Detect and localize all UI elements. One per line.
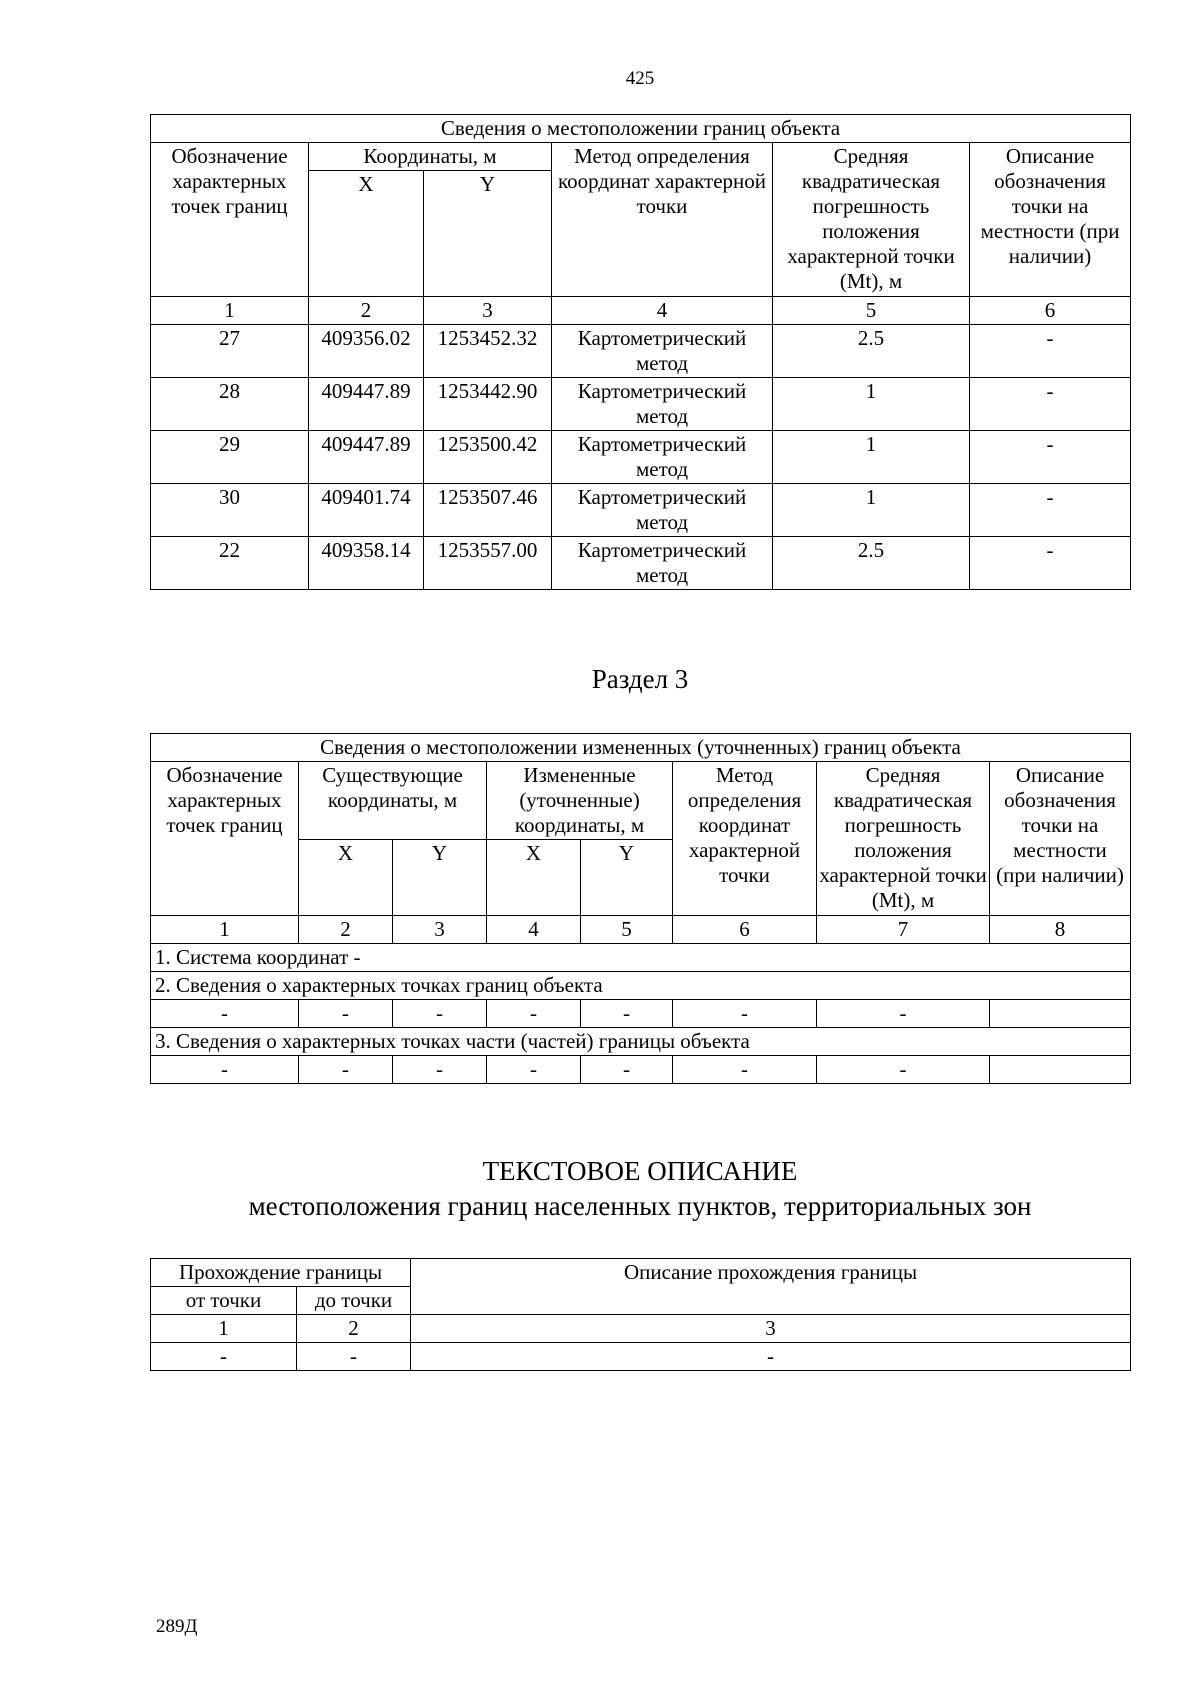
col-number: 5 [581,916,673,944]
col-number: 2 [309,297,424,325]
point-id: 29 [151,431,309,484]
table-row [151,537,1131,590]
coord-x: 409358.14 [309,537,424,590]
header-description: Описание обозначения точки на местности (при наличии) [990,762,1131,916]
section-heading: Раздел 3 [591,664,689,694]
table-cell: - [817,1000,990,1028]
header-description: Описание обозначения точки на местности (при наличии) [970,143,1131,297]
col-number: 1 [151,1315,297,1343]
page-number: 425 [625,68,655,89]
coord-x: 409447.89 [309,378,424,431]
table-cell: - [393,1000,487,1028]
table-cell [990,1000,1131,1028]
method: Картометрический метод [552,378,773,431]
coord-x: 409356.02 [309,325,424,378]
table-cell: - [151,1056,299,1084]
error-value: 2.5 [773,325,970,378]
method: Картометрический метод [552,537,773,590]
table-cell: - [299,1000,393,1028]
header-error: Средняя квадратическая погрешность положения характерной точки (Mt), м [773,143,970,297]
header-error: Средняя квадратическая погрешность положения характерной точки (Mt), м [817,762,990,916]
boundary-passage-table [150,1258,1131,1371]
header-coords: Координаты, м [309,143,552,171]
coord-x: 409447.89 [309,431,424,484]
col-number: 2 [299,916,393,944]
col-number: 2 [297,1315,411,1343]
header-to-point: до точки [297,1287,411,1315]
coord-y: 1253442.90 [424,378,552,431]
point-id: 28 [151,378,309,431]
header-y: Y [424,171,552,297]
header-y: Y [581,840,673,916]
table-cell: - [673,1056,817,1084]
coord-y: 1253557.00 [424,537,552,590]
coord-x: 409401.74 [309,484,424,537]
col-number: 4 [487,916,581,944]
header-x: X [487,840,581,916]
table-row [151,325,1131,378]
col-number: 5 [773,297,970,325]
table-cell: - [673,1000,817,1028]
description: - [970,484,1131,537]
col-number: 8 [990,916,1131,944]
coord-y: 1253452.32 [424,325,552,378]
table-title: Сведения о местоположении измененных (уточненных) границ объекта [151,734,1131,762]
table-cell: - [487,1056,581,1084]
table-row [151,431,1131,484]
col-number: 1 [151,297,309,325]
table-cell: - [581,1000,673,1028]
header-x: X [299,840,393,916]
header-method: Метод определения координат характерной точки [673,762,817,916]
point-id: 30 [151,484,309,537]
header-passage-description: Описание прохождения границы [411,1259,1131,1315]
col-number: 1 [151,916,299,944]
description: - [970,431,1131,484]
description: - [970,378,1131,431]
header-method: Метод определения координат характерной точки [552,143,773,297]
section-row: 3. Сведения о характерных точках части (частей) границы объекта [151,1028,1131,1056]
table-cell [990,1056,1131,1084]
header-point: Обозначение характерных точек границ [151,762,299,916]
table-cell: - [151,1000,299,1028]
table-cell: - [299,1056,393,1084]
text-description-title: ТЕКСТОВОЕ ОПИСАНИЕ [482,1156,798,1186]
col-number: 3 [411,1315,1131,1343]
text-description-subtitle: местоположения границ населенных пунктов, территориальных зон [248,1191,1032,1221]
table-row [151,484,1131,537]
coord-y: 1253507.46 [424,484,552,537]
table-row [151,1000,1131,1028]
table-row [151,1343,1131,1371]
error-value: 2.5 [773,537,970,590]
method: Картометрический метод [552,431,773,484]
table-cell: - [297,1343,411,1371]
point-id: 27 [151,325,309,378]
header-y: Y [393,840,487,916]
table-row [151,1056,1131,1084]
header-x: X [309,171,424,297]
col-number: 7 [817,916,990,944]
table-cell: - [151,1343,297,1371]
method: Картометрический метод [552,325,773,378]
table-title: Сведения о местоположении границ объекта [151,115,1131,143]
error-value: 1 [773,484,970,537]
header-point: Обозначение характерных точек границ [151,143,309,297]
header-from-point: от точки [151,1287,297,1315]
table-row [151,378,1131,431]
coord-y: 1253500.42 [424,431,552,484]
section-row: 1. Система координат - [151,944,1131,972]
table-cell: - [817,1056,990,1084]
error-value: 1 [773,431,970,484]
header-passage: Прохождение границы [151,1259,411,1287]
col-number: 3 [393,916,487,944]
description: - [970,325,1131,378]
description: - [970,537,1131,590]
error-value: 1 [773,378,970,431]
boundary-points-table [150,114,1131,590]
table-cell: - [487,1000,581,1028]
table-cell: - [411,1343,1131,1371]
footer-code: 289Д [156,1616,198,1637]
header-changed-coords: Измененные (уточненные) координаты, м [487,762,673,840]
changed-boundaries-table [150,733,1131,1084]
method: Картометрический метод [552,484,773,537]
col-number: 3 [424,297,552,325]
table-cell: - [581,1056,673,1084]
point-id: 22 [151,537,309,590]
header-existing-coords: Существующие координаты, м [299,762,487,840]
table-cell: - [393,1056,487,1084]
col-number: 4 [552,297,773,325]
col-number: 6 [970,297,1131,325]
col-number: 6 [673,916,817,944]
section-row: 2. Сведения о характерных точках границ объекта [151,972,1131,1000]
